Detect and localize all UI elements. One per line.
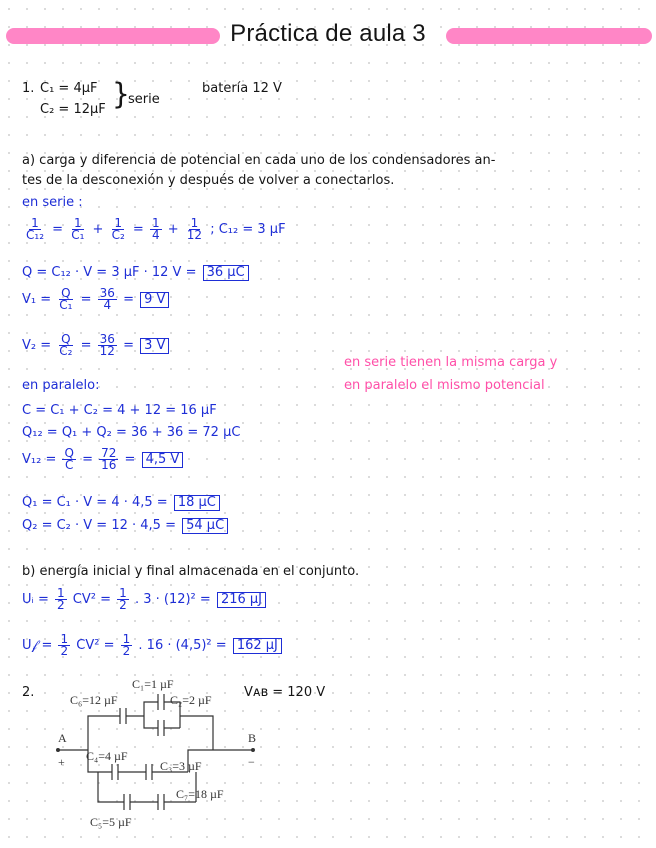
capacitor-c6 bbox=[116, 708, 144, 724]
capacitor-circuit-diagram bbox=[48, 676, 268, 836]
v12-line: V₁₂ = $\frac{Q}{C}$ = $\frac{72}{16}$ = 4,5 V bbox=[22, 448, 183, 471]
terminal-a-label: A bbox=[58, 731, 67, 745]
q2-parallel-line: Q₂ = C₂ · V = 12 · 4,5 = 54 µC bbox=[22, 517, 228, 535]
terminal-b-icon bbox=[251, 748, 255, 752]
c3-label: C₃=3 µF bbox=[160, 759, 202, 773]
terminal-a-plus: + bbox=[58, 755, 65, 769]
c4-label: C₄=4 µF bbox=[86, 749, 128, 763]
parallel-capacitance-line: C = C₁ + C₂ = 4 + 12 = 16 µF bbox=[22, 403, 217, 418]
v1-line: V₁ = $\frac{Q}{\text{C₁}}$ = $\frac{36}{4}$ = 9 V bbox=[22, 288, 169, 311]
question-b-line: b) energía inicial y final almacenada en el conjunto. bbox=[22, 564, 360, 579]
en-serie-heading: en serie : bbox=[22, 195, 83, 210]
capacitor-c5 bbox=[118, 794, 152, 810]
wire-split-top bbox=[144, 702, 152, 728]
terminal-b-minus: − bbox=[248, 755, 255, 769]
charge-series-line: Q = C₁₂ · V = 3 µF · 12 V = 36 µC bbox=[22, 264, 249, 282]
c6-label: C₆=12 µF bbox=[70, 693, 118, 707]
c2-label: C₂=2 µF bbox=[170, 693, 212, 707]
capacitor-c2 bbox=[152, 720, 180, 736]
wire-top-right bbox=[180, 702, 213, 750]
vab-label: Vᴀʙ = 120 V bbox=[244, 685, 326, 700]
q2-answer-box: 54 µC bbox=[182, 518, 228, 534]
question-a-line-2: tes de la desconexión y después de volver a conectarlos. bbox=[22, 173, 395, 188]
question-a-line-1: a) carga y diferencia de potencial en cada uno de los condensadores an- bbox=[22, 153, 496, 168]
v2-line: V₂ = $\frac{Q}{\text{C₂}}$ = $\frac{36}{12}$ = 3 V bbox=[22, 334, 169, 357]
note-line-2: en paralelo el mismo potencial bbox=[344, 378, 545, 393]
c7-label: C₇=18 µF bbox=[176, 787, 224, 801]
fraction-1-over-2-d: $\frac{1}{2}$ bbox=[122, 632, 131, 658]
fraction-1-over-c12: $\frac{1}{\text{C₁₂}}$ bbox=[26, 216, 44, 242]
fraction-1-over-c2: $\frac{1}{\text{C₂}}$ bbox=[111, 216, 125, 242]
capacitor-c2-spec: C₂ = 12µF bbox=[40, 102, 106, 117]
series-label: serie bbox=[128, 92, 160, 107]
parallel-charge-line: Q₁₂ = Q₁ + Q₂ = 36 + 36 = 72 µC bbox=[22, 425, 241, 440]
fraction-36-over-4: $\frac{36}{4}$ bbox=[99, 286, 115, 312]
initial-energy-line: Uᵢ = $\frac{1}{2}$ CV² = $\frac{1}{2}$ . 3 · (12)² = 216 µJ bbox=[22, 588, 266, 611]
fraction-1-over-4: $\frac{1}{4}$ bbox=[151, 216, 160, 242]
v2-answer-box: 3 V bbox=[140, 338, 169, 354]
charge-answer-box: 36 µC bbox=[203, 265, 249, 281]
final-energy-line: U𝒻 = $\frac{1}{2}$ CV² = $\frac{1}{2}$ . 16 · (4,5)² = 162 µJ bbox=[22, 634, 282, 657]
problem-2-number: 2. bbox=[22, 685, 35, 700]
fraction-72-over-16: $\frac{72}{16}$ bbox=[101, 446, 117, 472]
q1-answer-box: 18 µC bbox=[174, 495, 220, 511]
fraction-1-over-2-c: $\frac{1}{2}$ bbox=[60, 632, 69, 658]
v12-answer-box: 4,5 V bbox=[142, 452, 184, 468]
fraction-q-over-c2: $\frac{Q}{\text{C₂}}$ bbox=[59, 332, 73, 358]
fraction-36-over-12: $\frac{36}{12}$ bbox=[99, 332, 115, 358]
brace-icon: } bbox=[112, 76, 130, 112]
terminal-a-icon bbox=[56, 748, 60, 752]
terminal-b-label: B bbox=[248, 731, 257, 745]
page-title: Práctica de aula 3 bbox=[230, 20, 426, 47]
c5-label: C₅=5 µF bbox=[90, 815, 132, 829]
capacitor-c1-spec: C₁ = 4µF bbox=[40, 81, 98, 96]
final-energy-answer-box: 162 µJ bbox=[233, 638, 282, 654]
c1-label: C₁=1 µF bbox=[132, 677, 174, 691]
wire-bottom-left bbox=[98, 772, 118, 802]
battery-label: batería 12 V bbox=[202, 81, 282, 96]
fraction-q-over-c: $\frac{Q}{C}$ bbox=[64, 446, 74, 472]
fraction-1-over-c1: $\frac{1}{\text{C₁}}$ bbox=[71, 216, 85, 242]
note-line-1: en serie tienen la misma carga y bbox=[344, 355, 558, 370]
problem-1-number: 1. bbox=[22, 81, 35, 96]
fraction-1-over-2-b: $\frac{1}{2}$ bbox=[119, 586, 127, 612]
fraction-q-over-c1: $\frac{Q}{\text{C₁}}$ bbox=[59, 286, 73, 312]
v1-answer-box: 9 V bbox=[140, 292, 169, 308]
q1-parallel-line: Q₁ = C₁ · V = 4 · 4,5 = 18 µC bbox=[22, 494, 220, 512]
wire-top-left bbox=[88, 716, 116, 750]
fraction-1-over-12: $\frac{1}{12}$ bbox=[186, 216, 203, 242]
capacitor-c4 bbox=[106, 764, 140, 780]
series-equivalent-equation: $\frac{1}{\text{C₁₂}}$ = $\frac{1}{\text{C₁}}$ + $\frac{1}{\text{C₂}}$ = $\frac{1}{4}$ + $\frac{1}{12}$ ; C₁₂ = 3 µF bbox=[26, 216, 286, 242]
initial-energy-answer-box: 216 µJ bbox=[217, 592, 266, 608]
fraction-1-over-2: $\frac{1}{2}$ bbox=[57, 586, 65, 612]
en-paralelo-heading: en paralelo: bbox=[22, 378, 100, 393]
